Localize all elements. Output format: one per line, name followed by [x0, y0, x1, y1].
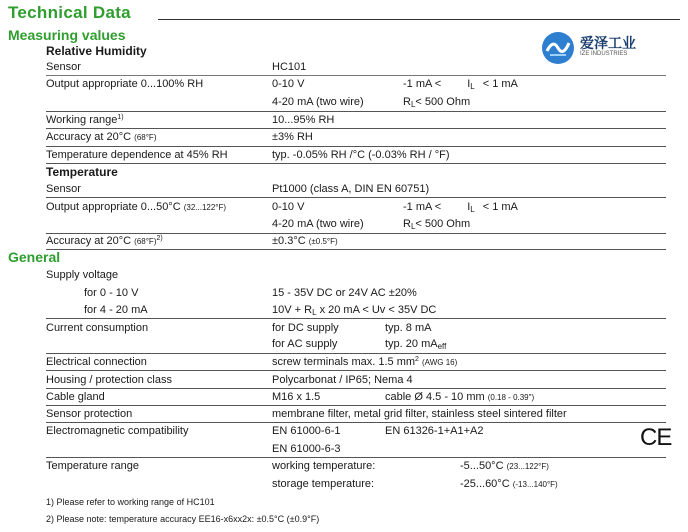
ce-mark-icon: CE [640, 424, 672, 451]
current-dc-value: typ. 8 mA [385, 322, 432, 334]
company-logo-icon [541, 31, 575, 65]
rh-sensor-label: Sensor [46, 61, 81, 73]
row-divider [46, 163, 666, 164]
row-divider [46, 75, 666, 76]
rh-output-2: 4-20 mA (two wire) [272, 96, 364, 108]
footnote-1: 1) Please refer to working range of HC101 [46, 497, 215, 507]
cable-gland-value: M16 x 1.5 [272, 391, 321, 403]
rh-sensor-value: HC101 [272, 61, 307, 73]
working-temp-value: -5...50°C (23...122°F) [460, 460, 549, 472]
section-heading-general: General [8, 249, 61, 265]
row-divider [46, 405, 666, 406]
emc-standard-3: EN 61000-6-3 [272, 443, 341, 455]
housing-label: Housing / protection class [46, 374, 172, 386]
rh-accuracy-value: ±3% RH [272, 131, 313, 143]
subheading-temperature: Temperature [46, 165, 118, 179]
supply-420-label: for 4 - 20 mA [84, 304, 148, 316]
section-heading-measuring: Measuring values [8, 27, 126, 43]
row-divider [46, 197, 666, 198]
housing-value: Polycarbonat / IP65; Nema 4 [272, 374, 413, 386]
page-title: Technical Data [8, 3, 131, 22]
rh-output-1: 0-10 V [272, 78, 305, 90]
cable-gland-label: Cable gland [46, 391, 105, 403]
emc-standard-1: EN 61000-6-1 [272, 425, 341, 437]
temp-output-1: 0-10 V [272, 201, 305, 213]
temp-accuracy-label: Accuracy at 20°C $(68^\circ F)^{2)}$ [46, 235, 163, 247]
emc-label: Electromagnetic compatibility [46, 425, 189, 437]
rh-temp-dependence-value: typ. -0.05% RH /°C (-0.03% RH / °F) [272, 149, 450, 161]
temp-sensor-label: Sensor [46, 183, 81, 195]
current-ac-label: for AC supply [272, 338, 338, 350]
temp-accuracy-value: ±0.3°C (±0.5°F) [272, 235, 338, 247]
supply-voltage-label: Supply voltage [46, 269, 119, 281]
temp-output-2-condition: $R_L< 500$ Ohm [403, 218, 471, 231]
row-divider [46, 233, 666, 234]
logo-text-en: IZE INDUSTRIES [580, 51, 628, 57]
row-divider [46, 318, 666, 319]
row-divider [46, 370, 666, 371]
current-consumption-label: Current consumption [46, 322, 149, 334]
row-divider [46, 388, 666, 389]
row-divider [46, 422, 666, 423]
supply-010-value: 15 - 35V DC or 24V AC ±20% [272, 287, 417, 299]
rh-output-1-condition: -1 mA < $I_L < 1$ mA [403, 78, 518, 91]
title-underline [158, 19, 680, 20]
sensor-protection-value: membrane filter, metal grid filter, stainless steel sintered filter [272, 408, 567, 420]
supply-010-label: for 0 - 10 V [84, 287, 139, 299]
storage-temp-label: storage temperature: [272, 478, 375, 490]
sensor-protection-label: Sensor protection [46, 408, 133, 420]
temp-output-1-condition: -1 mA < $I_L < 1$ mA [403, 201, 518, 214]
subheading-relative-humidity: Relative Humidity [46, 44, 147, 58]
row-divider [46, 457, 666, 458]
rh-accuracy-label: Accuracy at 20°C (68°F) [46, 131, 157, 143]
rh-output-2-condition: $R_L< 500$ Ohm [403, 96, 471, 109]
footnote-2: 2) Please note: temperature accuracy EE16-x6xx2x: ±0.5°C (±0.9°F) [46, 514, 320, 524]
row-divider [46, 111, 666, 112]
storage-temp-value: -25...60°C (-13...140°F) [460, 478, 558, 490]
row-divider [46, 128, 666, 129]
rh-working-range-value: 10...95% RH [272, 114, 335, 126]
rh-working-range-label: Working range$^{1)}$ [46, 114, 124, 126]
cable-gland-cable: cable Ø 4.5 - 10 mm (0.18 - 0.39") [385, 391, 535, 403]
current-dc-label: for DC supply [272, 322, 339, 334]
rh-temp-dependence-label: Temperature dependence at 45% RH [46, 149, 228, 161]
current-ac-value: typ. 20 $mA_{eff}$ [385, 338, 447, 351]
row-divider [46, 353, 666, 354]
row-divider [46, 249, 666, 250]
logo-text-cn: 爱泽工业 [580, 35, 636, 51]
electrical-connection-label: Electrical connection [46, 356, 147, 368]
temp-output-2: 4-20 mA (two wire) [272, 218, 364, 230]
temp-output-label: Output appropriate 0...50°C (32...122°F) [46, 201, 227, 213]
supply-420-value: $10V + R_L$ x 20 mA < Uv < 35V DC [272, 304, 437, 317]
working-temp-label: working temperature: [272, 460, 376, 472]
electrical-connection-value: screw terminals max. 1.5 $mm^2$ (AWG 16) [272, 356, 458, 368]
emc-standard-2: EN 61326-1+A1+A2 [385, 425, 484, 437]
temp-sensor-value: Pt1000 (class A, DIN EN 60751) [272, 183, 430, 195]
rh-output-label: Output appropriate 0...100% RH [46, 78, 204, 90]
row-divider [46, 146, 666, 147]
temperature-range-label: Temperature range [46, 460, 139, 472]
